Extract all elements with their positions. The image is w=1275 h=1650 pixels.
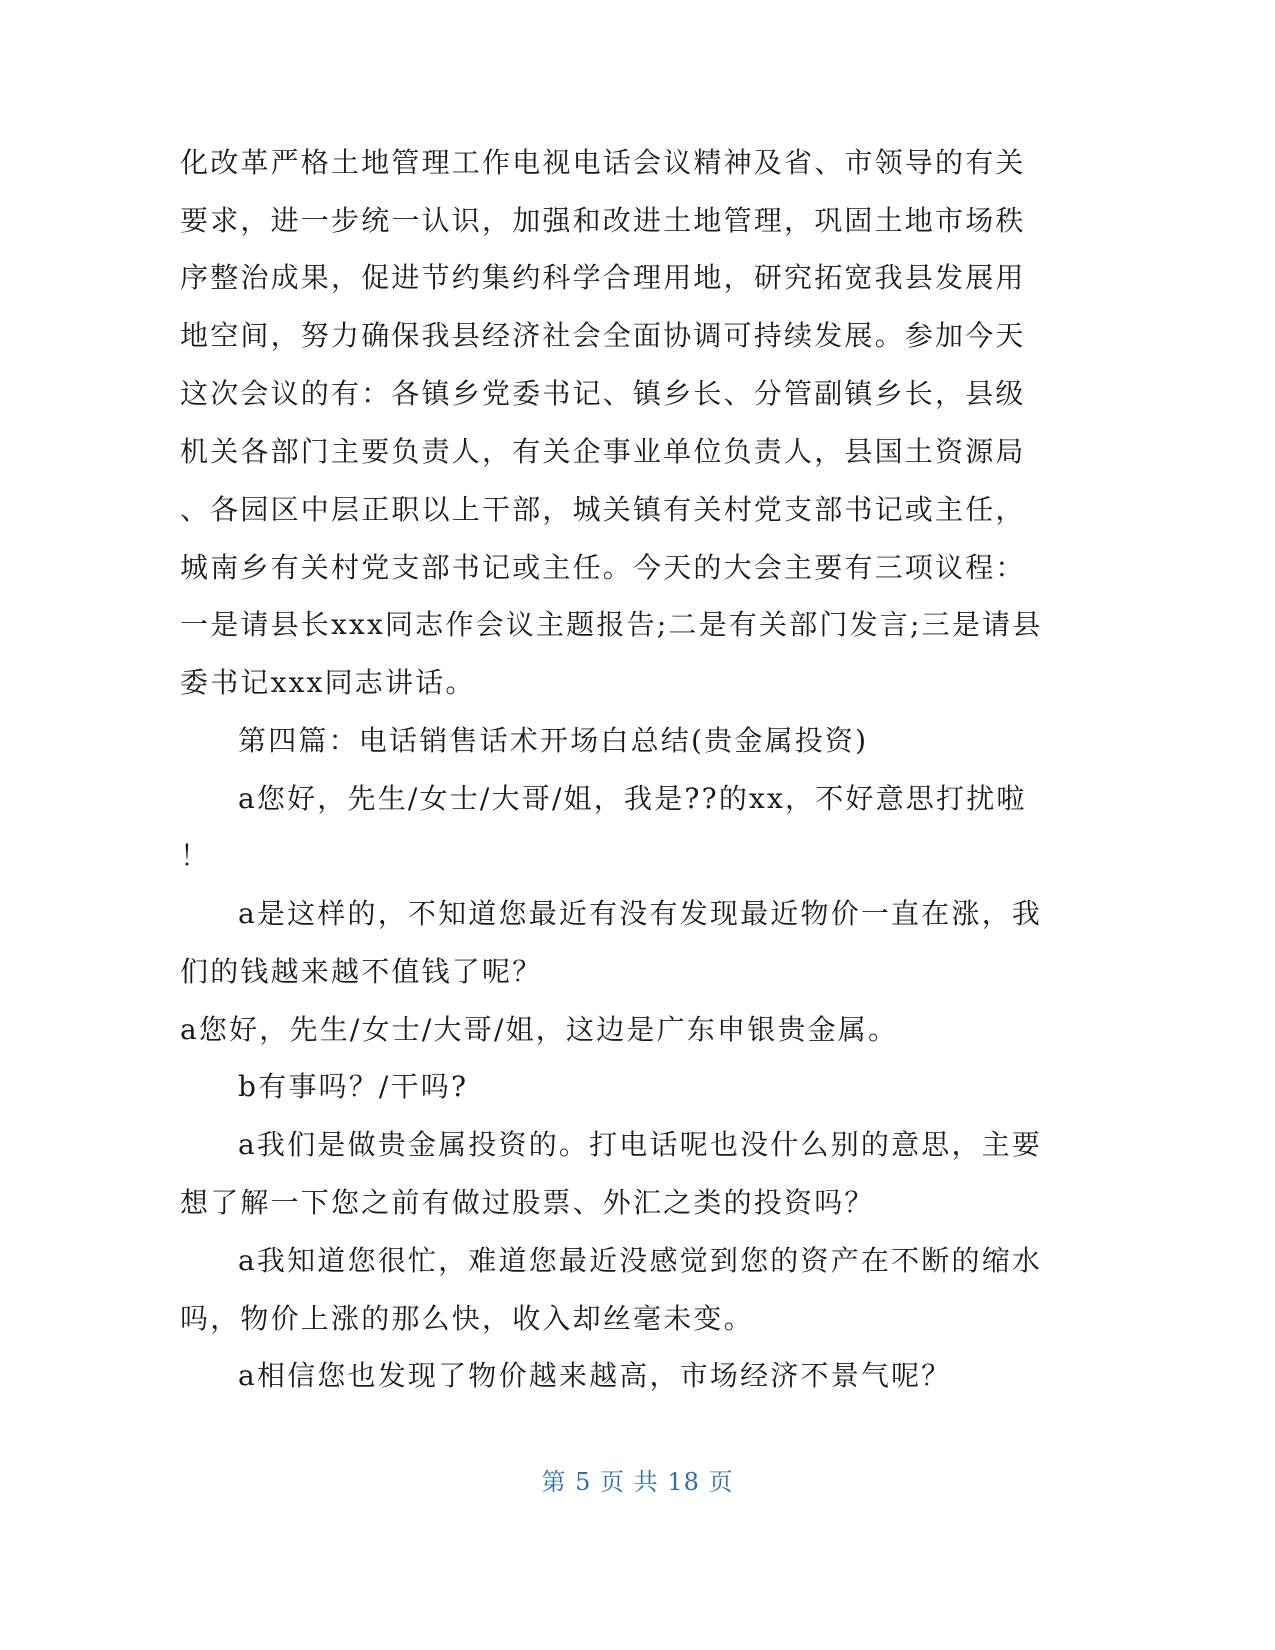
text-line: 城南乡有关村党支部书记或主任。今天的大会主要有三项议程： [180,551,1026,584]
footer-mid: 页 共 [600,1468,659,1496]
text-line: a您好，先生/女士/大哥/姐，这边是广东申银贵金属。 [180,1013,899,1046]
text-line: b有事吗？/干吗? [238,1070,469,1103]
text-line: 地空间，努力确保我县经济社会全面协调可持续发展。参加今天 [180,319,1026,352]
text-line: 一是请县长xxx同志作会议主题报告;二是有关部门发言;三是请县 [180,608,1043,641]
text-line: 想了解一下您之前有做过股票、外汇之类的投资吗？ [180,1186,875,1219]
text-line: 化改革严格土地管理工作电视电话会议精神及省、市领导的有关 [180,146,1026,179]
text-line: 委书记xxx同志讲话。 [180,666,476,699]
footer-suffix: 页 [708,1468,734,1496]
section-heading: 第四篇：电话销售话术开场白总结(贵金属投资) [238,724,869,757]
text-line: 们的钱越来越不值钱了呢？ [180,955,543,988]
total-pages-number: 18 [667,1468,700,1496]
text-line: 序整治成果，促进节约集约科学合理用地，研究拓宽我县发展用 [180,261,1026,294]
text-line: ！ [180,839,211,872]
text-line: 要求，进一步统一认识，加强和改进土地管理，巩固土地市场秩 [180,204,1026,237]
page-footer [0,1465,1275,1499]
text-line: 吗，物价上涨的那么快，收入却丝毫未变。 [180,1302,754,1335]
text-line: a您好，先生/女士/大哥/姐，我是??的xx，不好意思打扰啦 [238,782,1027,815]
text-line: a相信您也发现了物价越来越高，市场经济不景气呢？ [238,1359,952,1392]
current-page-number: 5 [575,1468,592,1496]
text-line: a我知道您很忙，难道您最近没感觉到您的资产在不断的缩水 [238,1244,1043,1277]
text-line: 这次会议的有：各镇乡党委书记、镇乡长、分管副镇乡长，县级 [180,377,1026,410]
footer-prefix: 第 [541,1468,567,1496]
text-line: a我们是做贵金属投资的。打电话呢也没什么别的意思，主要 [238,1128,1043,1161]
text-line: a是这样的，不知道您最近有没有发现最近物价一直在涨，我 [238,897,1043,930]
text-line: 机关各部门主要负责人，有关企事业单位负责人，县国土资源局 [180,435,1026,468]
text-line: 、各园区中层正职以上干部，城关镇有关村党支部书记或主任， [180,493,1026,526]
